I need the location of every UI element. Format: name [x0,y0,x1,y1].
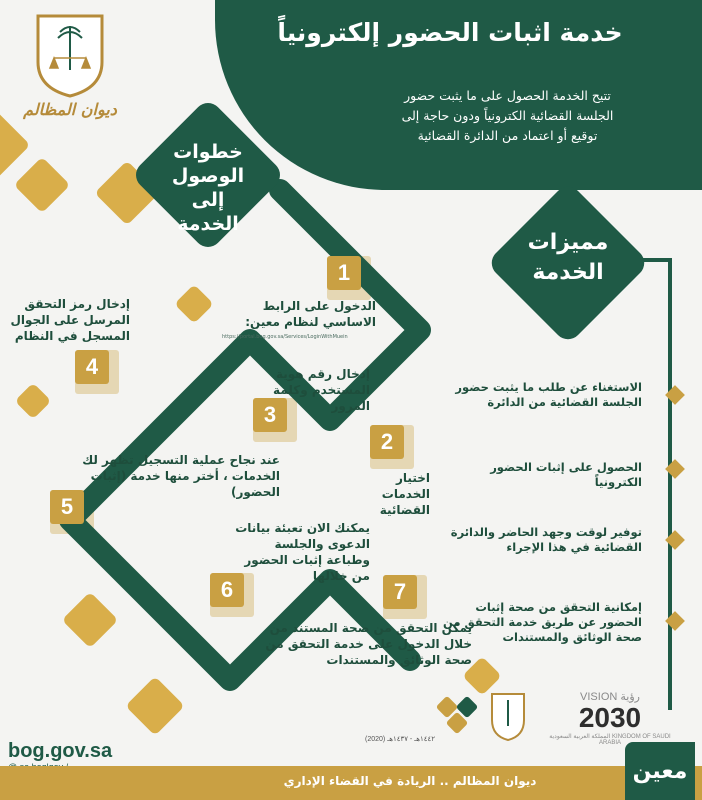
step-5-text: عند نجاح عملية التسجيل تظهر لك الخدمات ، أختر منها خدمة (إثبات الحضور) [82,453,280,499]
step-2-number: 2 [370,425,404,459]
muein-brand-text: معين [632,758,688,784]
footer-tagline: ديوان المظالم .. الريادة في القضاء الإداري [283,774,537,788]
feature-1: الاستغناء عن طلب ما يثبت حضور الجلسة القضائية من الدائرة [455,380,642,409]
step-6-text: يمكنك الان تعبئة بيانات الدعوى والجلسة وطباعة إثبات الحضور من خلالها [235,521,370,583]
header-description: تتيح الخدمة الحصول على ما يثبت حضور الجلسة القضائية الكترونياً ودون حاجة إلى توقيع أو اعتماد من الدائرة القضائية [401,88,614,143]
vision-year: 2030 [578,702,642,733]
step-1-number: 1 [327,256,361,290]
feature-4: إمكانية التحقق من صحة إثبات الحضور عن طريق خدمة التحقق من صحة الوثائق والمستندات [443,600,642,644]
anniversary-logo [365,695,485,745]
muein-brand [625,742,695,800]
steps-title: خطوات الوصول إلى الخدمة [171,141,245,235]
step-7-number: 7 [383,575,417,609]
feature-2: الحصول على إثبات الحضور الكترونياً [490,460,642,489]
feature-3: توفير لوقت وجهد الحاضر والدائرة القضائية في هذا الإجراء [450,525,642,554]
step-6-number: 6 [210,573,244,607]
step-3-text: إدخال رقم هوية المستخدم وكلمة المرور [273,367,370,413]
step-3-number: 3 [253,398,287,432]
anniversary-year: (2020) ١٤٤٢هـ - ١٤٣٧هـ [365,736,435,743]
step-2-text: اختيار الخدمات القضائية [379,471,430,517]
features-title: مميزات الخدمة [527,230,609,285]
step-4-number: 4 [75,350,109,384]
step-1-link[interactable]: https://portal.bog.gov.sa/Services/LoginWithMuein [222,334,348,340]
website-text[interactable]: bog.gov.sa [8,740,113,762]
vision-2030-logo [540,690,680,746]
emblem-logo [488,690,528,744]
vision-title: VISION رؤية [580,691,640,703]
vision-sub: المملكة العربية السعودية KINGDOM OF SAUDI ARABIA [549,734,671,746]
step-5-number: 5 [50,490,84,524]
page-title: خدمة اثبات الحضور إلكترونياً [277,18,623,47]
org-logo-text: ديوان المظالم [23,100,117,119]
step-4-text: إدخال رمز التحقق المرسل على الجوال المسجل في النظام [10,297,130,343]
step-1-text: الدخول على الرابط الاساسي لنظام معين: [245,299,376,329]
step-7-text: يمكن التحقق من صحة المستند من خلال الدخول على خدمة التحقق من صحة الوثائق والمستندات [265,621,472,667]
